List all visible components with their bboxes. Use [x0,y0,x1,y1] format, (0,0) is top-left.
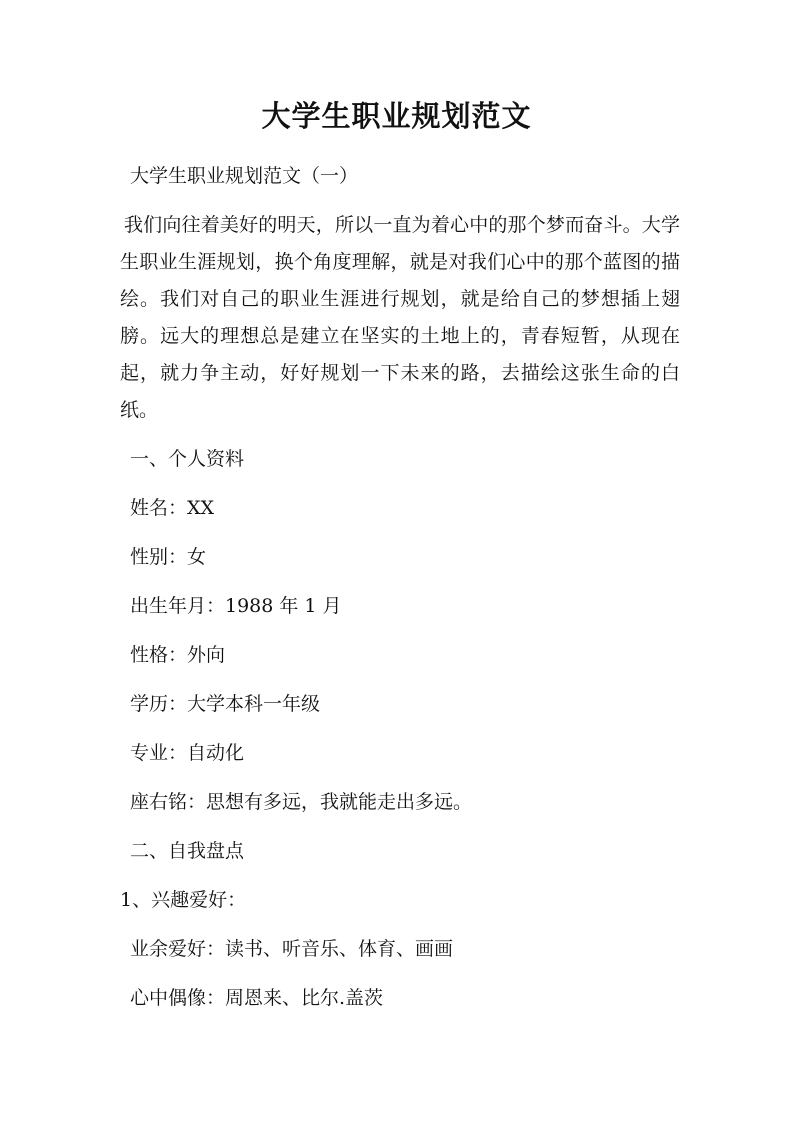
section-heading-sample-one: 大学生职业规划范文（一） [130,165,359,187]
section-heading-personal-info: 一、个人资料 [130,448,245,470]
info-education: 学历：大学本科一年级 [130,693,321,715]
info-name: 姓名：XX [130,497,215,519]
section-heading-self-review: 二、自我盘点 [130,840,245,862]
info-hobbies: 业余爱好：读书、听音乐、体育、画画 [130,938,454,960]
document-body [120,158,680,1029]
intro-paragraph: 我们向往着美好的明天，所以一直为着心中的那个梦而奋斗。大学生职业生涯规划，换个角度理解，就是对我们心中的那个蓝图的描绘。我们对自己的职业生涯进行规划，就是给自己的梦想插上翅膀。远大的理想总是建立在坚实的土地上的，青春短暂，从现在起，就力争主动，好好规划一下未来的路，去描绘这张生命的白纸。 [120,214,680,421]
info-motto: 座右铭：思想有多远，我就能走出多远。 [130,791,473,813]
subheading-interests: 1、兴趣爱好： [120,889,247,911]
info-personality: 性格：外向 [130,644,226,666]
document-title: 大学生职业规划范文 [261,99,532,133]
info-gender: 性别：女 [130,546,207,568]
info-birth-date: 出生年月：1988 年 1 月 [130,595,342,617]
info-major: 专业：自动化 [130,742,245,764]
info-idols: 心中偶像：周恩来、比尔.盖茨 [130,987,384,1009]
